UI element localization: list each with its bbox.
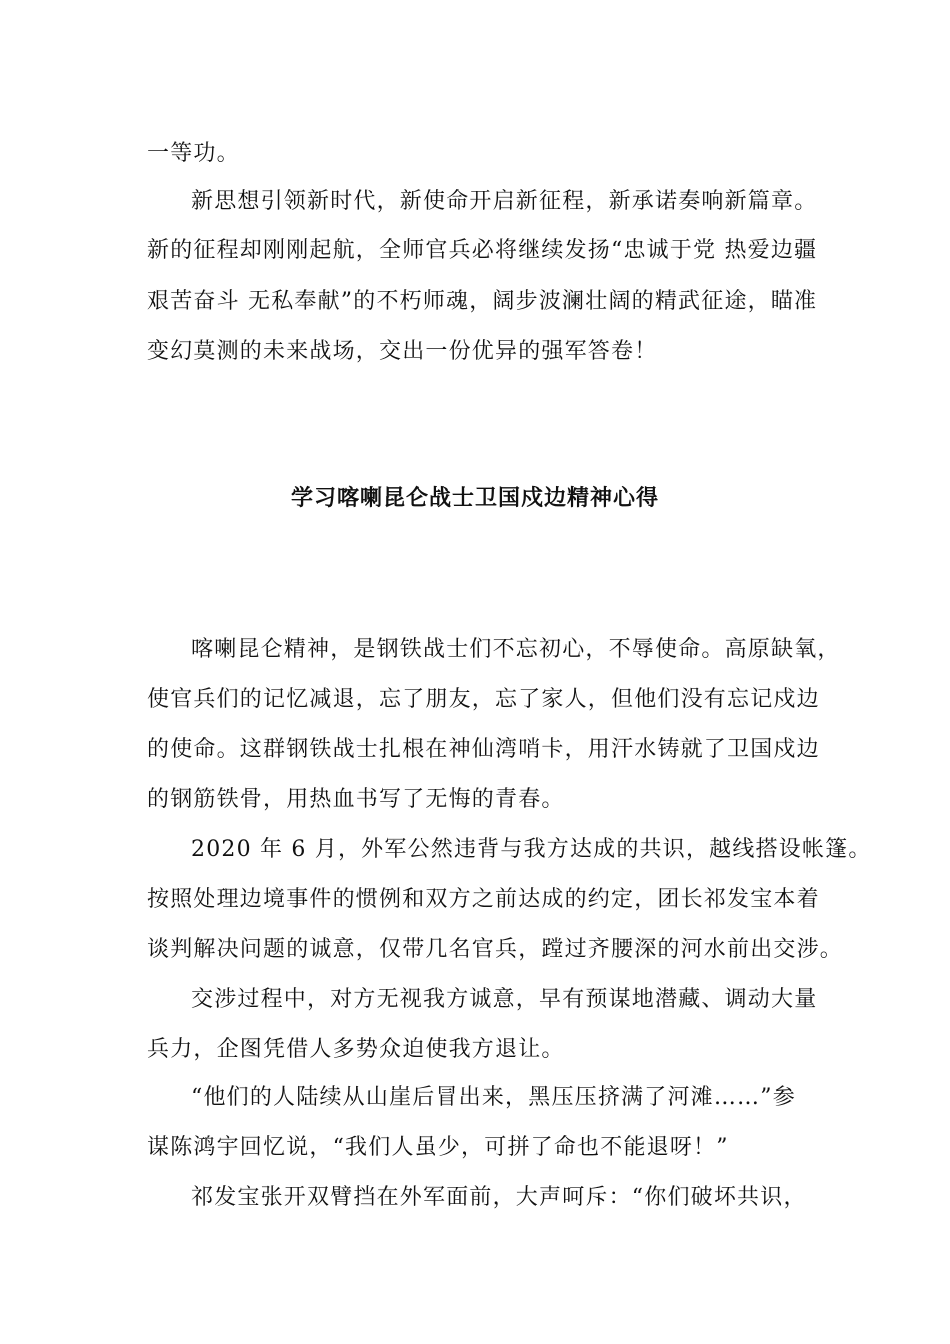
text-line: 的使命。这群钢铁战士扎根在神仙湾哨卡，用汗水铸就了卫国戍边 (147, 737, 820, 762)
text-line: 谈判解决问题的诚意，仅带几名官兵，蹚过齐腰深的河水前出交涉。 (147, 937, 844, 962)
text-line: 的钢筋铁骨，用热血书写了无悔的青春。 (147, 787, 565, 812)
text-line: 谋陈鸿宇回忆说，“我们人虽少，可拼了命也不能退呀！” (147, 1135, 729, 1160)
text-line: 一等功。 (147, 141, 240, 166)
text-line: 新思想引领新时代，新使命开启新征程，新承诺奏响新篇章。 (191, 189, 818, 214)
text-line: 按照处理边境事件的惯例和双方之前达成的约定，团长祁发宝本着 (147, 887, 820, 912)
text-line: 变幻莫测的未来战场，交出一份优异的强军答卷！ (147, 339, 658, 364)
text-line: 兵力，企图凭借人多势众迫使我方退让。 (147, 1037, 565, 1062)
text-line: 喀喇昆仑精神，是钢铁战士们不忘初心，不辱使命。高原缺氧， (191, 637, 841, 662)
text-line: 祁发宝张开双臂挡在外军面前，大声呵斥：“你们破坏共识， (191, 1185, 807, 1210)
article-title: 学习喀喇昆仑战士卫国戍边精神心得 (290, 486, 659, 511)
text-line: “他们的人陆续从山崖后冒出来，黑压压挤满了河滩……”参 (191, 1085, 796, 1110)
text-line: 2020 年 6 月，外军公然违背与我方达成的共识，越线搭设帐篷。 (191, 837, 872, 862)
text-line: 使官兵们的记忆减退，忘了朋友，忘了家人，但他们没有忘记戍边 (147, 687, 820, 712)
text-line: 艰苦奋斗 无私奉献”的不朽师魂，阔步波澜壮阔的精武征途，瞄准 (147, 289, 818, 314)
text-line: 新的征程却刚刚起航，全师官兵必将继续发扬“忠诚于党 热爱边疆 (147, 238, 818, 263)
text-line: 交涉过程中，对方无视我方诚意，早有预谋地潜藏、调动大量 (191, 987, 818, 1012)
